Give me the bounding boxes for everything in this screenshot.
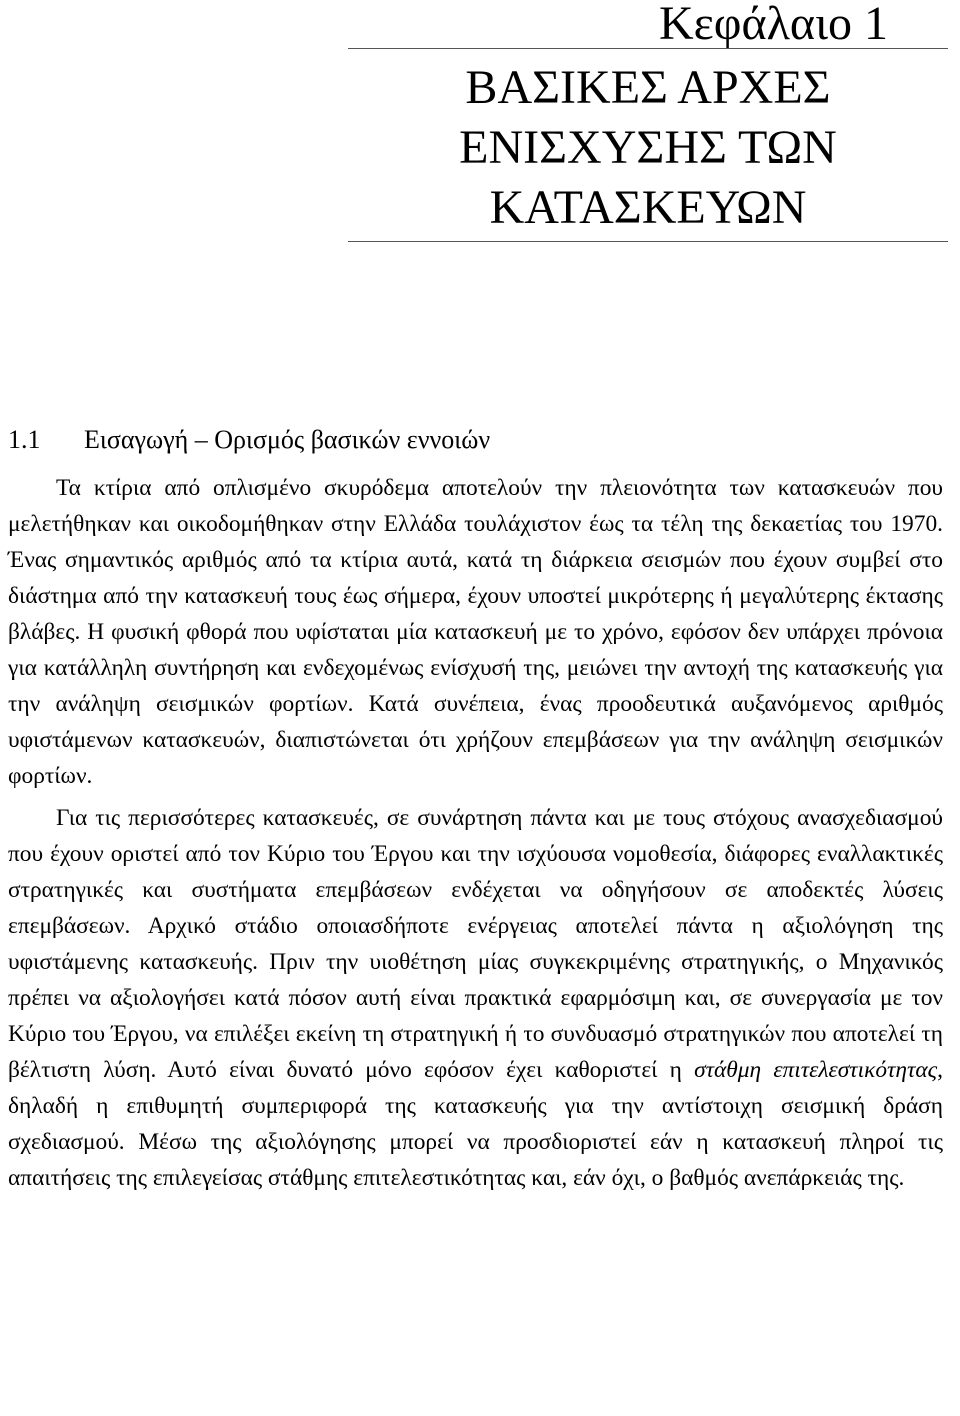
paragraph-1: Τα κτίρια από οπλισμένο σκυρόδεμα αποτελούν την πλειονότητα των κατασκευών που μελετήθηκαν και οικοδομήθηκαν στην Ελλάδα τουλάχιστον έως τα τέλη της δεκαετίας του 1970. Ένας σημαντικός αριθμός από τα κτίρια αυτά, κατά τη διάρκεια σεισμών που έχουν συμβεί στο διάστημα από την κατασκευή τους έως σήμερα, έχουν υποστεί μικρότερης ή μεγαλύτερης έκτασης βλάβες. Η φυσική φθορά που υφίσταται μία κατασκευή με το χρόνο, εφόσον δεν υπάρχει πρόνοια για κατάλληλη συντήρηση και ενδεχομένως ενίσχυσή της, μειώνει την αντοχή της κατασκευής για την ανάληψη σεισμικών φορτίων. Κατά συνέπεια, ένας προοδευτικά αυξανόμενος αριθμός υφιστάμενων κατασκευών, διαπιστώνεται ότι χρήζουν επεμβάσεων για την ανάληψη σεισμικών φορτίων. [8, 475, 943, 789]
chapter-title-line-3: ΚΑΤΑΣΚΕΥΩΝ [489, 181, 807, 234]
section-heading [8, 422, 490, 458]
section-title: Εισαγωγή – Ορισμός βασικών εννοιών [84, 425, 491, 454]
chapter-title [348, 58, 948, 238]
chapter-header [348, 0, 948, 242]
chapter-rule-top [348, 48, 948, 49]
chapter-title-line-2: ΕΝΙΣΧΥΣΗΣ ΤΩΝ [459, 121, 837, 174]
section-number: 1.1 [8, 425, 41, 454]
paragraph-2 [8, 800, 943, 1196]
chapter-title-line-1: ΒΑΣΙΚΕΣ ΑΡΧΕΣ [465, 61, 831, 114]
paragraph-2-text-end: , δηλαδή η επιθυμητή συμπεριφορά της κατασκευής για την αντίστοιχη σεισμική δράση σχεδιασμού. Μέσω της αξιολόγησης μπορεί να προσδιοριστεί εάν η κατασκευή πληροί τις απαιτήσεις της επιλεγείσας στάθμης επιτελεστικότητας και, εάν όχι, ο βαθμός ανεπάρκειάς της. [8, 1057, 943, 1191]
chapter-rule-bottom [348, 241, 948, 242]
body-text [8, 470, 943, 1196]
paragraph-2-emphasis: στάθμη επιτελεστικότητας [694, 1057, 938, 1083]
chapter-number: Κεφάλαιο 1 [658, 0, 888, 50]
paragraph-2-text-start: Για τις περισσότερες κατασκευές, σε συνάρτηση πάντα και με τους στόχους ανασχεδιασμού που έχουν οριστεί από τον Κύριο του Έργου και την ισχύουσα νομοθεσία, διάφορες εναλλακτικές στρατηγικές και συστήματα επεμβάσεων ενδέχεται να οδηγήσουν σε αποδεκτές λύσεις επεμβάσεων. Αρχικό στάδιο οποιασδήποτε ενέργειας αποτελεί πάντα η αξιολόγηση της υφιστάμενης κατασκευής. Πριν την υιοθέτηση μίας συγκεκριμένης στρατηγικής, ο Μηχανικός πρέπει να αξιολογήσει κατά πόσον αυτή είναι πρακτικά εφαρμόσιμη και, σε συνεργασία με τον Κύριο του Έργου, να επιλέξει εκείνη τη στρατηγική ή το συνδυασμό στρατηγικών που αποτελεί τη βέλτιστη λύση. Αυτό είναι δυνατό μόνο εφόσον έχει καθοριστεί η [8, 805, 943, 1083]
